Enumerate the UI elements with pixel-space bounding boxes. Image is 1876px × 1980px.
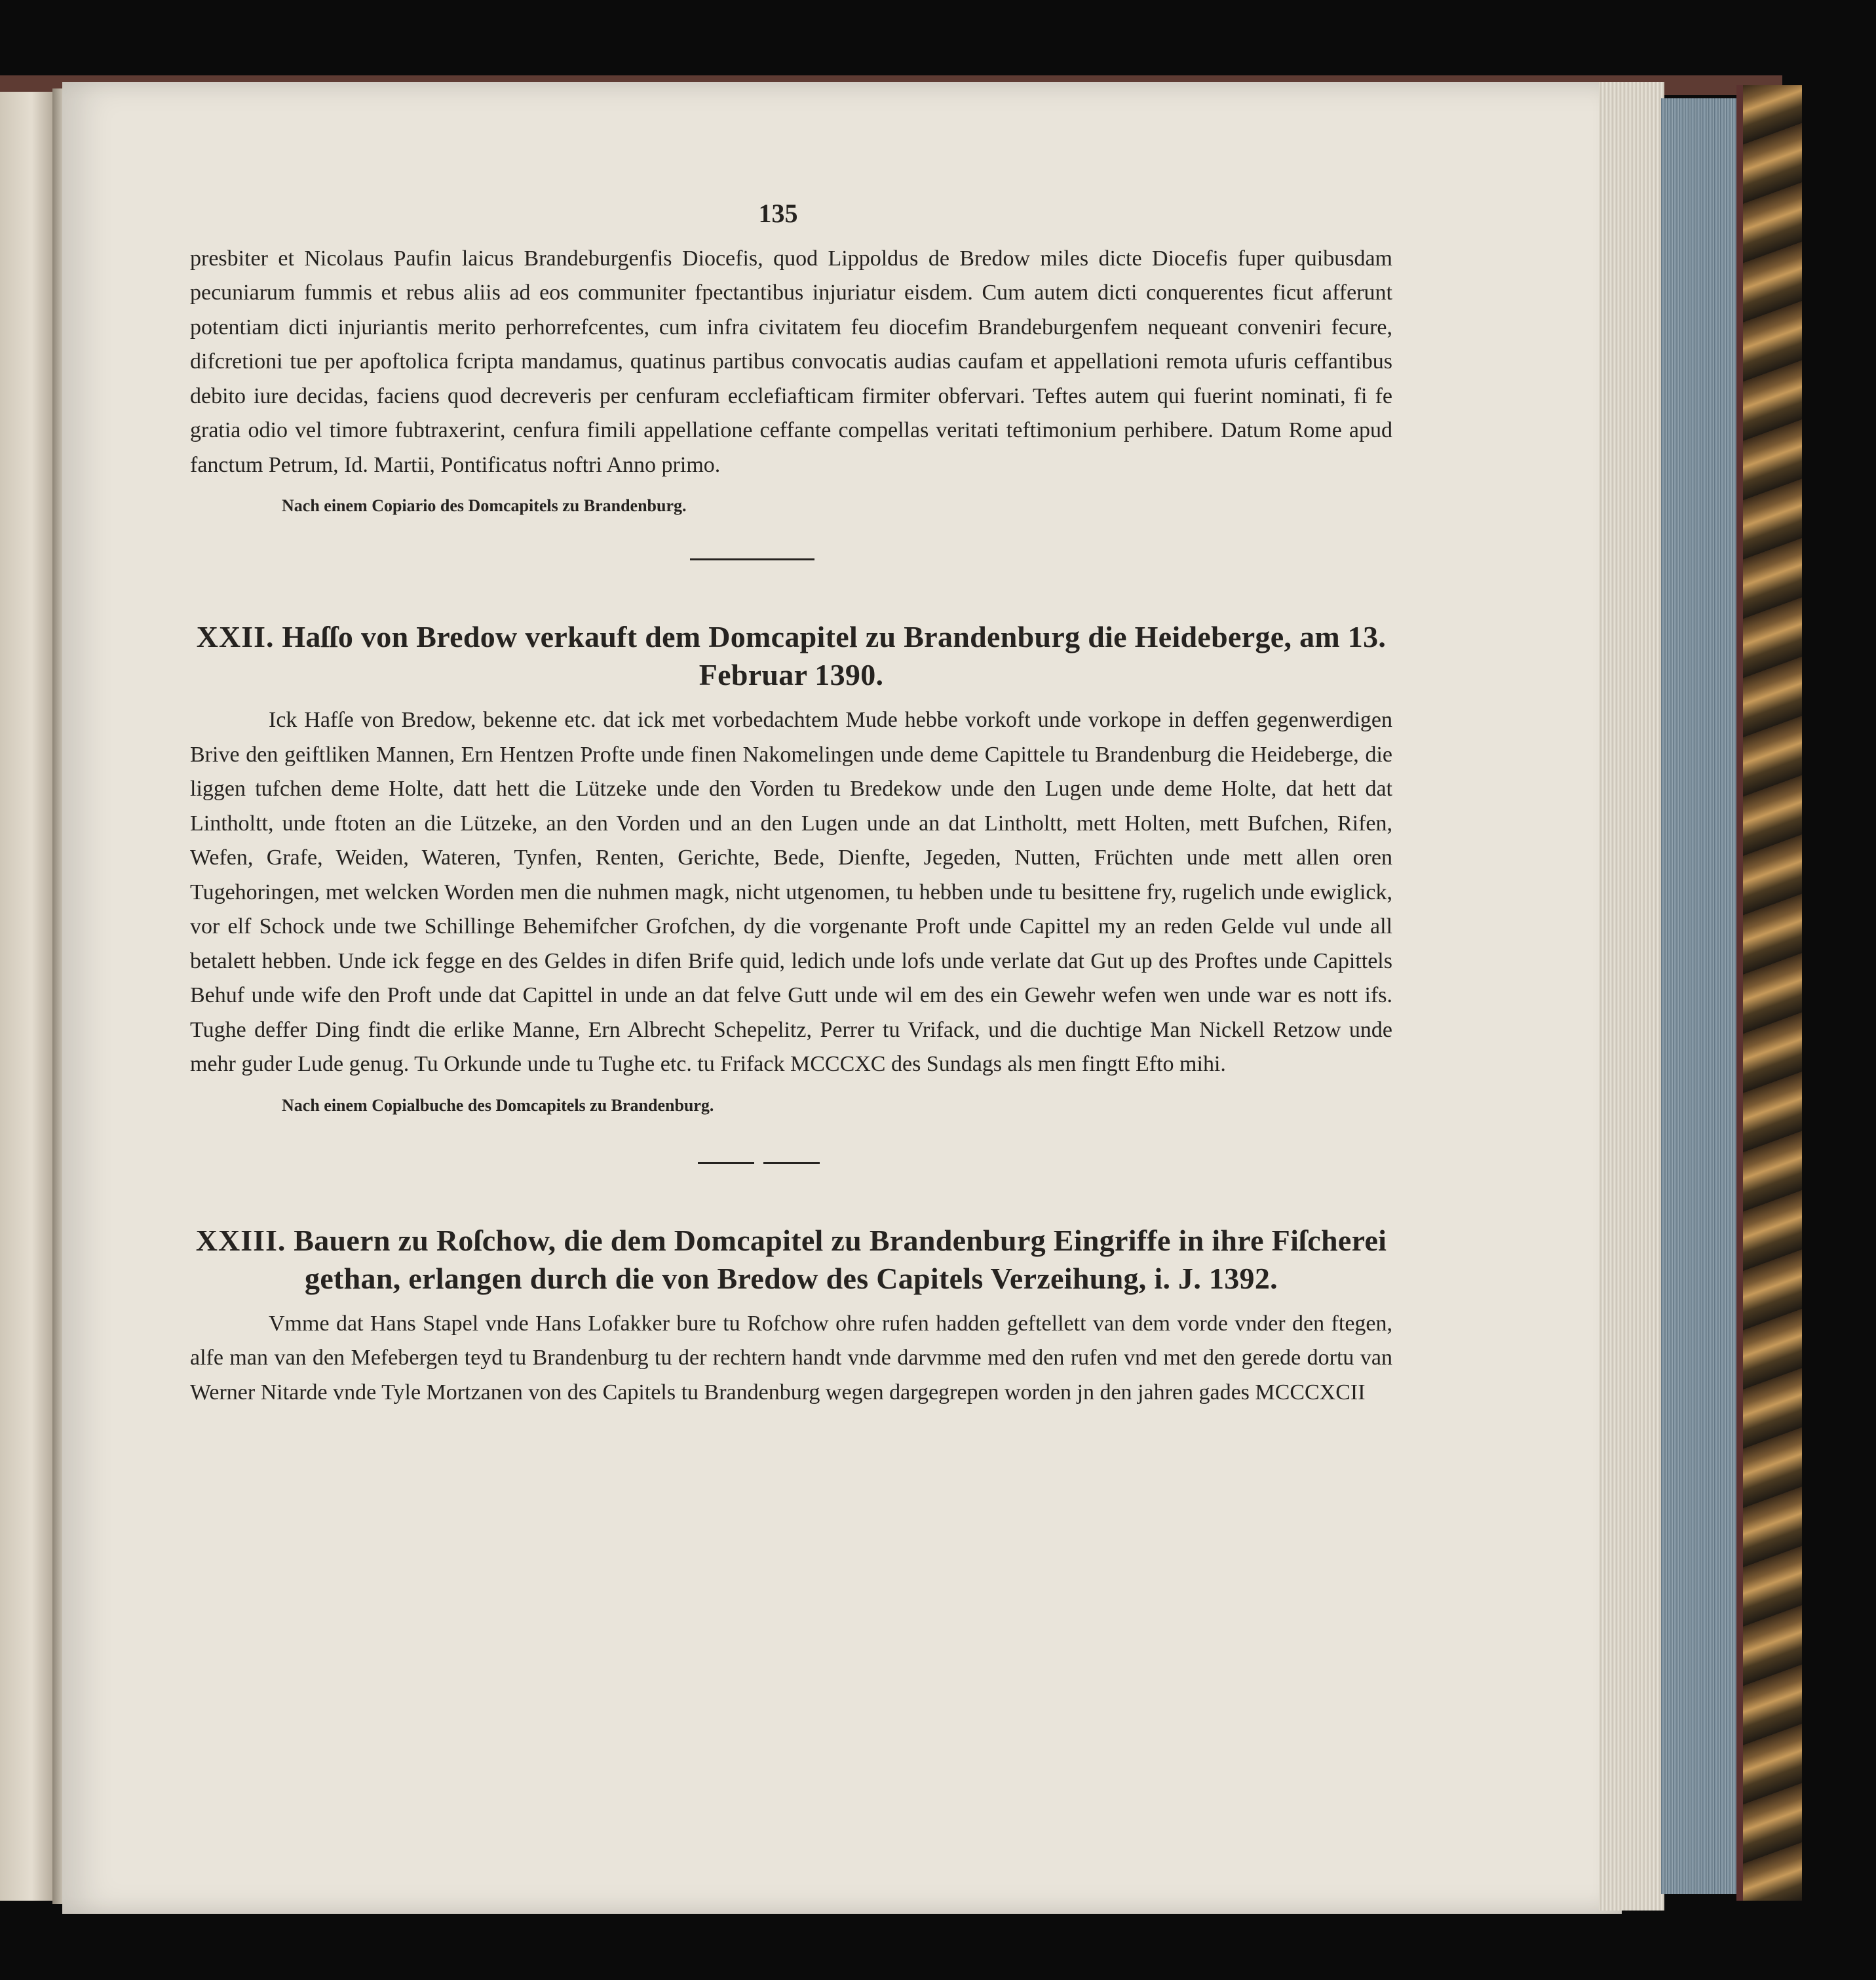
section3-number: XXIII.: [195, 1223, 286, 1257]
section1-source-note: Nach einem Copiario des Domcapitels zu Brandenburg.: [282, 496, 687, 515]
section1-paragraph: presbiter et Nicolaus Paufin laicus Brandeburgenfis Diocefis, quod Lippoldus de Bredow miles dicte Diocefis fuper quibusdam pecuniarum fummis et rebus aliis ad eos communiter fpectantibus injuriatur eisdem. Cum autem dicti conquerentes ficut afferunt potentiam dicti injuriantis merito perhorrefcentes, cum infra civitatem feu diocefim Brandeburgenfem nequeant conveniri fecure, difcretioni tue per apoftolica fcripta mandamus, quatinus partibus convocatis audias caufam et appellationi remota ufuris ceffantibus debito iure decidas, faciens quod decreveris per cenfuram ecclefiafticam firmiter obfervari. Teftes autem qui fuerint nominati, fi fe gratia odio vel timore fubtraxerint, cenfura fimili appellatione ceffante compellas veritati teftimonium perhibere. Datum Rome apud fanctum Petrum, Id. Martii, Pontificatus noftri Anno primo.: [190, 246, 1392, 477]
section2-heading: [190, 618, 1392, 694]
section2-paragraph: Ick Hafſe von Bredow, bekenne etc. dat ick met vorbedachtem Mude hebbe vorkoft unde vorkope in deffen gegenwerdigen Brive den geiftliken Mannen, Ern Hentzen Profte unde finen Nakomelingen unde deme Capittele tu Brandenburg die Heideberge, die liggen tufchen deme Holte, datt hett die Lützeke unde den Vorden tu Bredekow unde den Lugen unde deme Holte, dat hett dat Lintholtt, unde ftoten an die Lützeke, an den Vorden und an den Lugen unde an dat Lintholtt, mett Holten, mett Bufchen, Rifen, Wefen, Grafe, Weiden, Wateren, Tynfen, Renten, Gerichte, Bede, Dienfte, Jegeden, Nutten, Früchten unde mett allen oren Tugehoringen, met welcken Worden men die nuhmen magk, nicht utgenomen, tu hebben unde tu besittene fry, rugelich unde ewiglick, vor elf Schock unde twe Schillinge Behemifcher Grofchen, dy die vorgenante Proft unde Capittel my an reden Gelde vul unde all betalett hebben. Unde ick fegge en des Geldes in difen Brife quid, ledich unde lofs unde verlate dat Gut up des Proftes unde Capittels Behuf unde wife den Proft unde dat Capittel in unde an dat felve Gutt unde wil em des ein Gewehr wefen wen unde war es nott ifs. Tughe deffer Ding findt die erlike Manne, Ern Albrecht Schepelitz, Perrer tu Vrifack, und die duchtige Man Nickell Retzow unde mehr guder Lude genug. Tu Orkunde unde tu Tughe etc. tu Frifack MCCCXC des Sundags als men fingtt Efto mihi.: [190, 708, 1392, 1076]
section2-source-note: Nach einem Copialbuche des Domcapitels zu Brandenburg.: [282, 1095, 714, 1115]
section3-heading: [190, 1222, 1392, 1298]
marbled-cover: [1743, 85, 1802, 1901]
double-section-divider: [157, 1162, 1360, 1164]
page-stack-edges: [1599, 82, 1664, 1911]
section3-paragraph: Vmme dat Hans Stapel vnde Hans Lofakker bure tu Rofchow ohre rufen hadden geftellett van dem vorde vnder den ftegen, alfe man van den Mefebergen teyd tu Brandenburg tu der rechtern handt vnde darvmme med den rufen vnd met den gerede dortu van Werner Nitarde vnde Tyle Mortzanen von des Capitels tu Brandenburg wegen dargegrepen worden jn den jahren gades MCCCXCII: [190, 1311, 1392, 1405]
section2-number: XXII.: [196, 620, 275, 653]
section3-title: Bauern zu Roſchow, die dem Domcapitel zu Brandenburg Eingriffe in ihre Fiſcherei gethan, erlangen durch die von Bredow des Capitels Verzeihung, i. J. 1392.: [294, 1223, 1387, 1295]
page-text: [190, 197, 1392, 1410]
section2-title: Haſſo von Bredow verkauft dem Domcapitel zu Brandenburg die Heideberge, am 13. Februar 1390.: [282, 620, 1387, 691]
section-divider: [690, 558, 814, 560]
left-page-edge: [0, 92, 52, 1901]
page-number: 135: [758, 199, 798, 228]
